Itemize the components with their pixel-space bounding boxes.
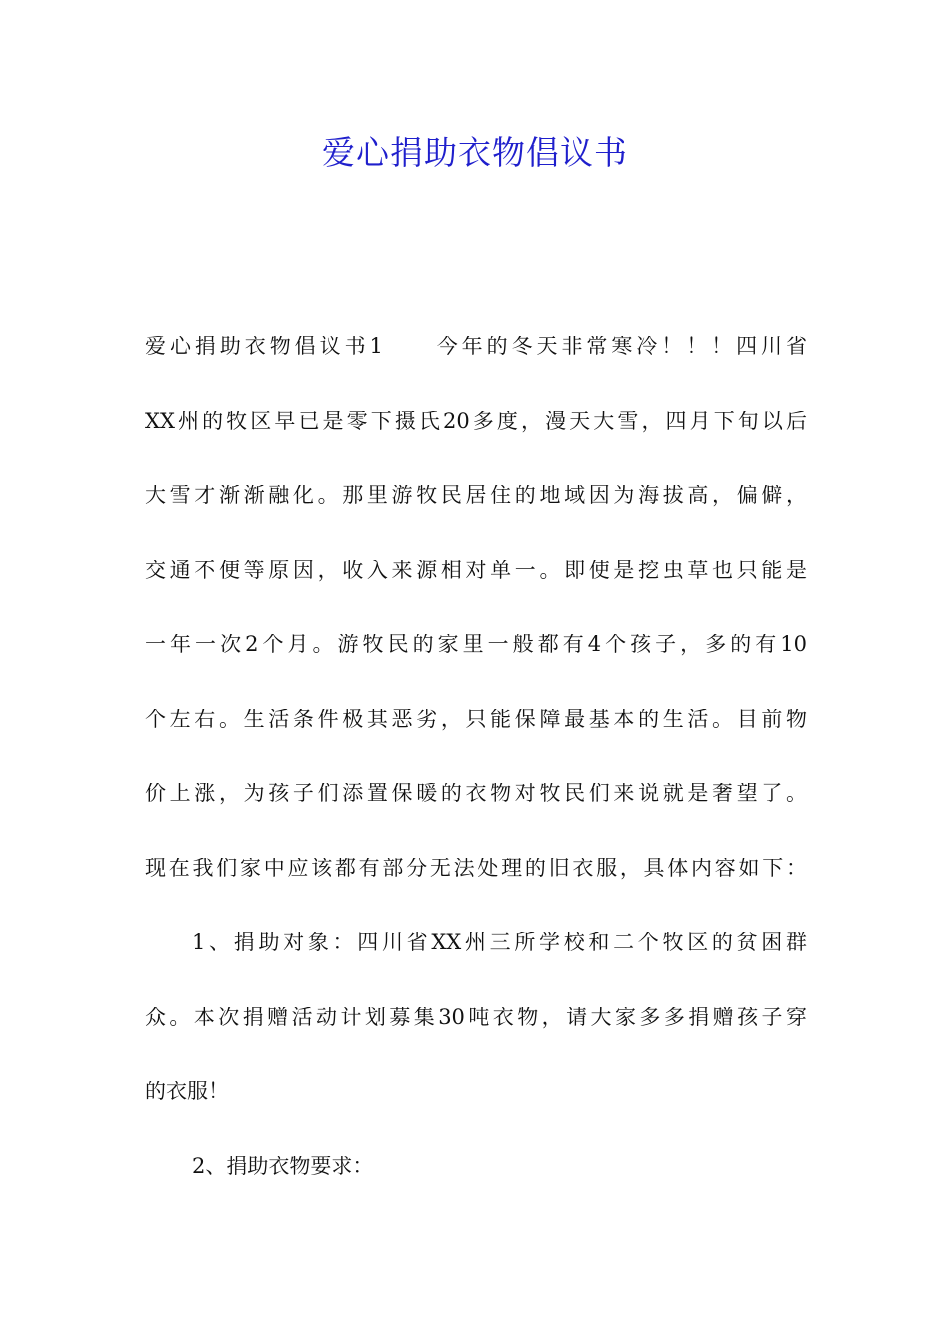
body-line-11: 的衣服！ [145,1081,229,1103]
body-line-5: 一年一次2个月。游牧民的家里一般都有4个孩子，多的有10 [145,634,807,656]
body-line-1: 爱心捐助衣物倡议书1 今年的冬天非常寒冷！！！四川省 [145,336,807,358]
body-line-10: 众。本次捐赠活动计划募集30吨衣物，请大家多多捐赠孩子穿 [145,1006,807,1029]
body-line-2: XX州的牧区早已是零下摄氏20多度，漫天大雪，四月下旬以后 [145,410,807,433]
body-line-6: 个左右。生活条件极其恶劣，只能保障最基本的生活。目前物 [145,708,807,731]
document-title: 爱心捐助衣物倡议书 [322,133,628,172]
body-line-4: 交通不便等原因，收入来源相对单一。即使是挖虫草也只能是 [145,559,807,582]
body-line-7: 价上涨，为孩子们添置保暖的衣物对牧民们来说就是奢望了。 [145,783,807,805]
body-line-12-item-2: 2、捐助衣物要求： [192,1155,374,1178]
body-line-9-item-1: 1、捐助对象：四川省XX州三所学校和二个牧区的贫困群 [192,932,807,954]
document-body [145,336,807,1230]
body-line-3: 大雪才渐渐融化。那里游牧民居住的地域因为海拔高，偏僻， [145,485,807,507]
body-line-8: 现在我们家中应该都有部分无法处理的旧衣服，具体内容如下： [145,857,807,880]
